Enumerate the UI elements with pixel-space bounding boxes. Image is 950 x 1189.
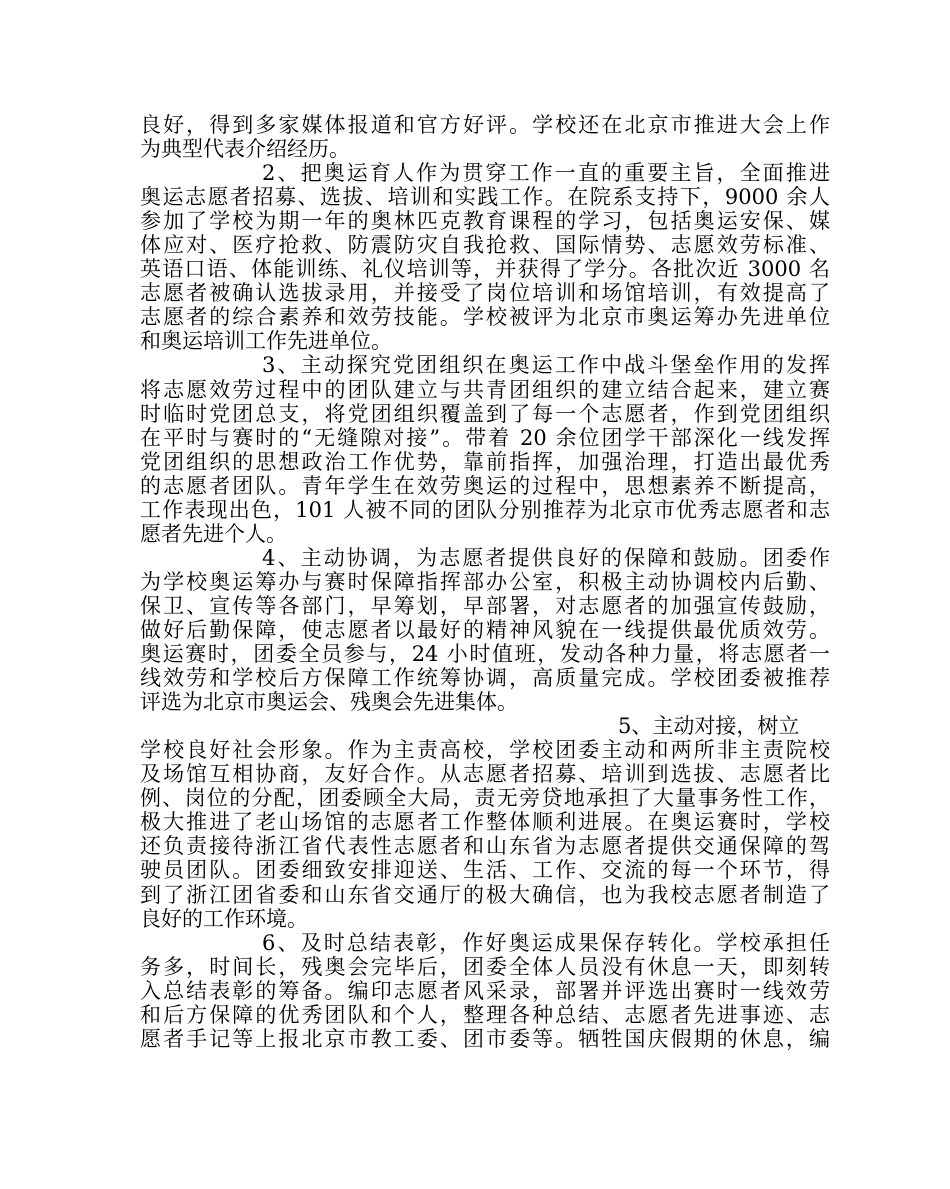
text-line: 良好的工作环境。 <box>140 906 308 931</box>
text-line: 工作表现出色，101 人被不同的团队分别推荐为北京市优秀志愿者和志 <box>140 497 830 522</box>
text-line: 保卫、宣传等各部门，早筹划，早部署，对志愿者的加强宣传鼓励， <box>140 593 830 618</box>
text-line: 志愿者被确认选拔录用，并接受了岗位培训和场馆培训，有效提高了 <box>140 281 830 306</box>
text-line: 到了浙江团省委和山东省交通厅的极大确信，也为我校志愿者制造了 <box>140 882 830 907</box>
body-text <box>140 113 830 1051</box>
section-2-heading-line: 2、把奥运育人作为贯穿工作一直的重要主旨，全面推进 <box>262 161 830 186</box>
text-line: 极大推进了老山场馆的志愿者工作整体顺利进展。在奥运赛时，学校 <box>140 810 830 835</box>
section-6-heading-line: 6、及时总结表彰，作好奥运成果保存转化。学校承担任 <box>262 930 830 955</box>
text-line: 党团组织的思想政治工作优势，靠前指挥，加强治理，打造出最优秀 <box>140 449 830 474</box>
text-line: 评选为北京市奥运会、残奥会先进集体。 <box>140 690 518 715</box>
text-line: 奥运赛时，团委全员参与，24 小时值班，发动各种力量，将志愿者一 <box>140 642 830 667</box>
text-line: 例、岗位的分配，团委顾全大局，责无旁贷地承担了大量事务性工作， <box>140 786 830 811</box>
text-line: 和奥运培训工作先进单位。 <box>140 329 392 354</box>
section-5-heading-line: 5、主动对接，树立 <box>618 714 800 739</box>
text-line: 在平时与赛时的“无缝隙对接”。带着 20 余位团学干部深化一线发挥 <box>140 425 830 450</box>
text-line: 及场馆互相协商，友好合作。从志愿者招募、培训到选拔、志愿者比 <box>140 762 830 787</box>
text-line: 愿者先进个人。 <box>140 521 287 546</box>
text-line: 愿者手记等上报北京市教工委、团市委等。牺牲国庆假期的休息，编 <box>140 1026 830 1051</box>
text-line: 入总结表彰的筹备。编印志愿者风采录，部署并评选出赛时一线效劳 <box>140 978 830 1003</box>
text-line: 志愿者的综合素养和效劳技能。学校被评为北京市奥运筹办先进单位 <box>140 305 830 330</box>
text-line: 时临时党团总支，将党团组织覆盖到了每一个志愿者，作到党团组织 <box>140 401 830 426</box>
text-line: 的志愿者团队。青年学生在效劳奥运的过程中，思想素养不断提高， <box>140 473 830 498</box>
text-line: 体应对、医疗抢救、防震防灾自我抢救、国际情势、志愿效劳标准、 <box>140 233 830 258</box>
text-line: 驶员团队。团委细致安排迎送、生活、工作、交流的每一个环节，得 <box>140 858 830 883</box>
text-line: 为典型代表介绍经历。 <box>140 137 350 162</box>
text-line: 务多，时间长，残奥会完毕后，团委全体人员没有休息一天，即刻转 <box>140 954 830 979</box>
section-3-heading-line: 3、主动探究党团组织在奥运工作中战斗堡垒作用的发挥 <box>262 353 830 378</box>
text-line: 还负责接待浙江省代表性志愿者和山东省为志愿者提供交通保障的驾 <box>140 834 830 859</box>
text-line: 为学校奥运筹办与赛时保障指挥部办公室，积极主动协调校内后勤、 <box>140 569 830 594</box>
text-line: 奥运志愿者招募、选拔、培训和实践工作。在院系支持下，9000 余人 <box>140 185 830 210</box>
section-4-heading-line: 4、主动协调，为志愿者提供良好的保障和鼓励。团委作 <box>262 545 830 570</box>
text-line: 学校良好社会形象。作为主责高校，学校团委主动和两所非主责院校 <box>140 738 830 763</box>
text-line: 英语口语、体能训练、礼仪培训等，并获得了学分。各批次近 3000 名 <box>140 257 830 282</box>
text-line: 良好，得到多家媒体报道和官方好评。学校还在北京市推进大会上作 <box>140 113 830 137</box>
text-line: 和后方保障的优秀团队和个人，整理各种总结、志愿者先进事迹、志 <box>140 1002 830 1027</box>
text-line: 做好后勤保障，使志愿者以最好的精神风貌在一线提供最优质效劳。 <box>140 617 830 642</box>
text-line: 线效劳和学校后方保障工作统筹协调，高质量完成。学校团委被推荐 <box>140 666 830 691</box>
text-line: 将志愿效劳过程中的团队建立与共青团组织的建立结合起来，建立赛 <box>140 377 830 402</box>
text-line: 参加了学校为期一年的奥林匹克教育课程的学习，包括奥运安保、媒 <box>140 209 830 234</box>
